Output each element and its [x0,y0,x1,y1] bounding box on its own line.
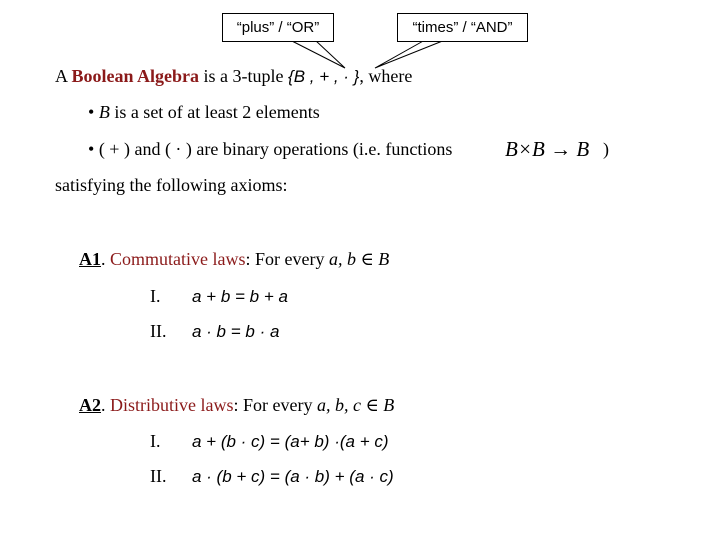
bullet-icon: • [88,102,95,122]
axiom-a2-numeral-1: I. [150,431,161,451]
times-and-callout: “times” / “AND” [397,13,528,42]
closing-paren: ) [603,139,609,159]
axiom-a2-numeral-2: II. [150,466,167,486]
definition-tail: , where [359,66,413,86]
axiom-a1-heading: A1. Commutative laws: For every a, b ∈ B [79,249,390,269]
axiom-a2-heading: A2. Distributive laws: For every a, b, c ∈ B [79,395,395,415]
bullet-icon: • [88,139,95,159]
axiom-a1-formula-1: a + b = b + a [192,287,288,306]
definition-lead: A [55,66,72,86]
axiom-a2-name: Distributive laws [110,395,234,415]
axiom-a1-label: A1 [79,249,101,269]
axiom-a2-quantifier: a, b, c ∈ B [316,395,395,415]
axiom-a1-intro: : For every [245,249,329,269]
satisfying-line: satisfying the following axioms: [55,175,288,195]
axiom-a2-label: A2 [79,395,101,415]
axiom-a1-numeral-1: I. [150,286,161,306]
definition-mid: is a 3-tuple [199,66,289,86]
axiom-a2-formula-2: a · (b + c) = (a · b) + (a · c) [192,467,394,486]
axiom-a1-name: Commutative laws [110,249,246,269]
plus-or-callout: “plus” / “OR” [222,13,334,42]
bullet-set-text: is a set of at least 2 elements [109,102,320,122]
axiom-a1-formula-2: a · b = b · a [192,322,280,341]
times-callout-pointer [375,40,445,68]
plus-callout-pointer [290,40,345,68]
axiom-a1-numeral-2: II. [150,321,167,341]
bullet-operations-text: ( + ) and ( · ) are binary operations (i.e. functions [98,139,453,159]
boolean-algebra-term: Boolean Algebra [71,66,200,86]
axiom-a2-formula-1: a + (b · c) = (a+ b) ·(a + c) [192,432,389,451]
axiom-a2-intro: : For every [233,395,317,415]
function-mapping: B×B → B [505,137,590,161]
tuple-notation: {B , + , · } [288,67,360,86]
set-variable: B [98,102,110,122]
axiom-a1-quantifier: a, b ∈ B [328,249,390,269]
